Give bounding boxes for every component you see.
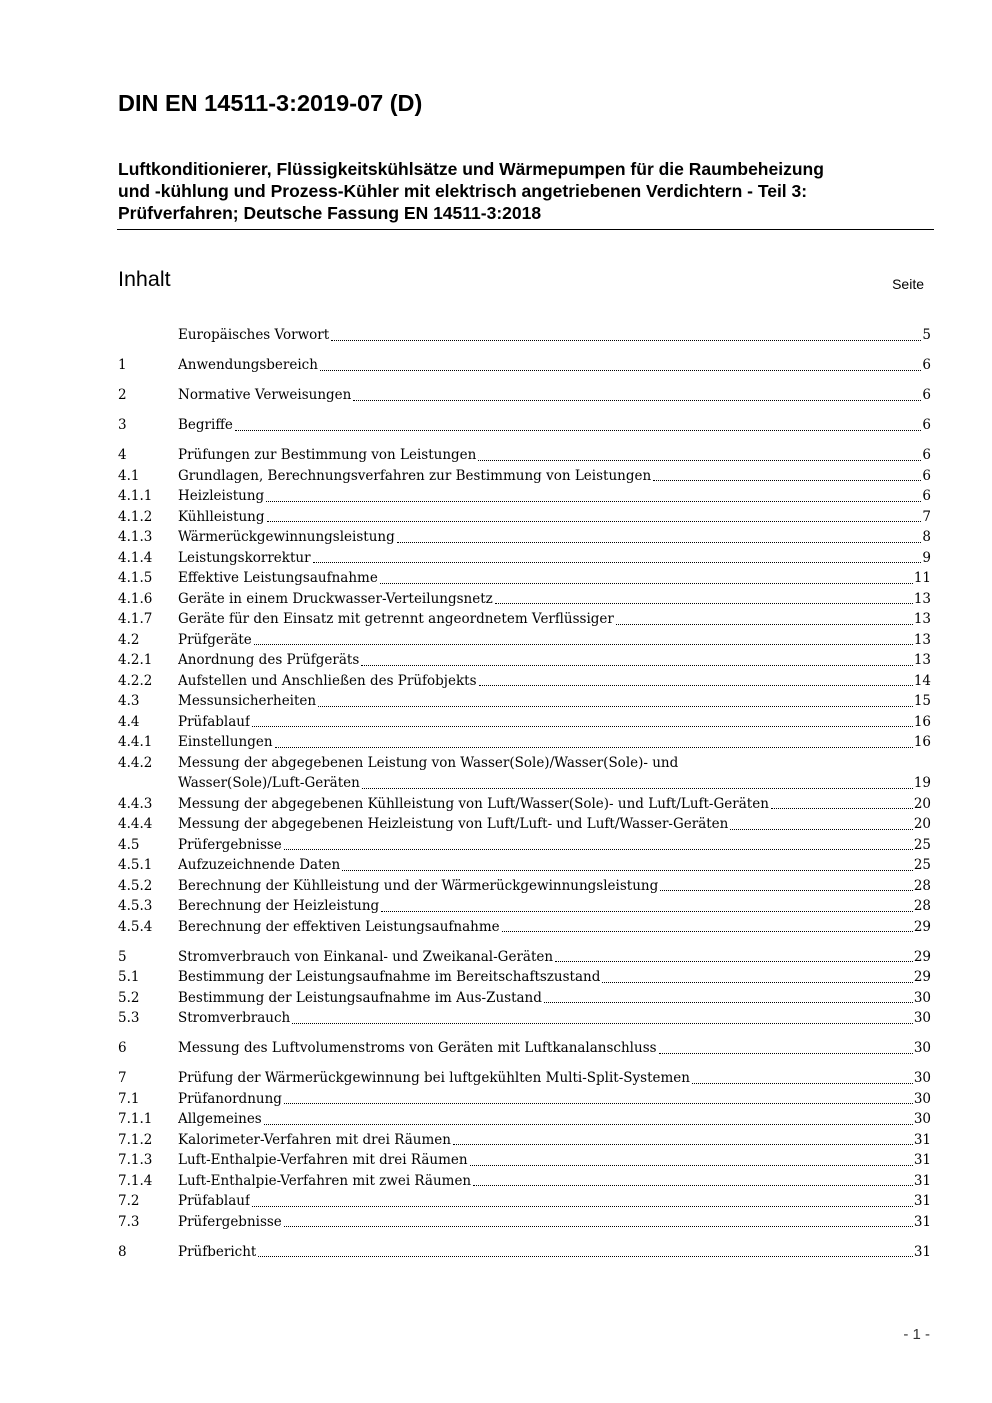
toc-dot-leader: [479, 685, 913, 686]
toc-entry-number: 7.1.2: [118, 1131, 153, 1148]
toc-entry-page: 28: [913, 898, 931, 914]
toc-entry[interactable]: [118, 325, 931, 346]
toc-dot-leader: [453, 1144, 913, 1145]
toc-entry-number: 4.1: [118, 467, 140, 484]
toc-entry-title: Einstellungen: [178, 734, 273, 750]
toc-entry[interactable]: [118, 917, 931, 938]
toc-entry[interactable]: [118, 691, 931, 712]
toc-entry-title: Messung des Luftvolumenstroms von Geräten mit Luftkanalanschluss: [178, 1040, 657, 1056]
toc-entry-page: 6: [922, 387, 931, 403]
toc-entry-title: Effektive Leistungsaufnahme: [178, 570, 378, 586]
toc-entry-page: 30: [913, 989, 931, 1006]
toc-entry-title: Prüfanordnung: [178, 1090, 282, 1107]
toc-dot-leader: [473, 1185, 913, 1186]
toc-entry[interactable]: [118, 876, 931, 897]
toc-entry-number: 7.1: [118, 1090, 140, 1107]
toc-entry-title: Heizleistung: [178, 488, 265, 504]
toc-entry[interactable]: [118, 1130, 931, 1151]
toc-heading: Inhalt: [118, 267, 171, 291]
toc-dot-leader: [331, 340, 921, 341]
toc-entry-page: 19: [913, 775, 931, 791]
toc-entry-title: Allgemeines: [178, 1111, 262, 1127]
toc-entry-title: Stromverbrauch von Einkanal- und Zweikanal-Geräten: [178, 948, 554, 965]
toc-entry-title: Prüfung der Wärmerückgewinnung bei luftgekühlten Multi-Split-Systemen: [178, 1070, 690, 1086]
toc-dot-leader: [502, 931, 913, 932]
toc-entry-title: Leistungskorrektur: [178, 549, 311, 566]
toc-entry-page: 31: [913, 1172, 931, 1189]
toc-dot-leader: [771, 808, 913, 809]
toc-dot-leader: [616, 624, 913, 625]
toc-entry-title: Messung der abgegebenen Kühlleistung von Luft/Wasser(Sole)- und Luft/Luft-Geräten: [178, 795, 769, 812]
toc-entry-number: 3: [118, 417, 127, 433]
title-divider: [117, 229, 934, 230]
toc-entry[interactable]: [118, 589, 931, 610]
toc-entry-page: 31: [913, 1152, 931, 1168]
toc-dot-leader: [266, 501, 921, 502]
toc-entry[interactable]: [118, 947, 931, 968]
toc-entry-number: 7.1.4: [118, 1172, 153, 1189]
toc-entry-number: 4.4.4: [118, 816, 153, 832]
toc-entry-number: 4.4.2: [118, 754, 153, 771]
toc-entry-page: 31: [913, 1193, 931, 1209]
toc-dot-leader: [342, 870, 913, 871]
toc-entry-page: 6: [922, 488, 931, 504]
toc-entry-title: Berechnung der Heizleistung: [178, 898, 380, 914]
toc-entry-page: 15: [913, 693, 931, 709]
toc-entry[interactable]: [118, 466, 931, 487]
toc-entry[interactable]: [118, 1008, 931, 1029]
toc-dot-leader: [320, 370, 921, 371]
toc-entry-number: 4.1.5: [118, 570, 153, 586]
toc-dot-leader: [284, 1103, 913, 1104]
toc-entry-title: Aufzuzeichnende Daten: [178, 857, 341, 873]
toc-entry-title: Luft-Enthalpie-Verfahren mit drei Räumen: [178, 1152, 468, 1168]
toc-entry-page: 6: [922, 467, 931, 484]
toc-entry[interactable]: [118, 1242, 931, 1263]
toc-entry-number: 4.2.1: [118, 652, 153, 668]
toc-entry-number: 4.2: [118, 631, 140, 648]
toc-entry[interactable]: [118, 1212, 931, 1233]
toc-entry-title: Aufstellen und Anschließen des Prüfobjekts: [178, 672, 477, 689]
toc-dot-leader: [602, 982, 912, 983]
toc-entry-page: 28: [913, 877, 931, 894]
toc-dot-leader: [313, 562, 922, 563]
toc-entry-page: 16: [913, 713, 931, 730]
toc-entry-page: 9: [922, 549, 931, 566]
toc-entry-number: 4.5: [118, 836, 140, 853]
toc-entry[interactable]: [118, 794, 931, 815]
toc-entry-page: 29: [913, 918, 931, 935]
toc-entry-page: 31: [913, 1243, 931, 1260]
toc-entry[interactable]: [118, 609, 931, 630]
toc-entry-number: 5: [118, 948, 127, 965]
document-title: DIN EN 14511-3:2019-07 (D): [118, 90, 423, 116]
toc-entry-page: 20: [913, 816, 931, 832]
document-subtitle: Luftkonditionierer, Flüssigkeitskühlsätze und Wärmepumpen für die Raumbeheizung und -kühlung und Prozess-Kühler mit elektrisch angetriebenen Verdichtern - Teil 3: Prüfverfahren; Deutsche Fassung EN 14511-3:2018: [118, 159, 824, 223]
toc-entry-title: Messung der abgegebenen Heizleistung von Luft/Luft- und Luft/Wasser-Geräten: [178, 816, 729, 832]
toc-entry-title: Grundlagen, Berechnungsverfahren zur Bestimmung von Leistungen: [178, 467, 652, 484]
toc-entry-number: 4.1.4: [118, 549, 153, 566]
toc-entry-page: 25: [913, 857, 931, 873]
toc-dot-leader: [380, 583, 913, 584]
toc-dot-leader: [478, 460, 921, 461]
toc-entry-title: Begriffe: [178, 417, 233, 433]
toc-entry[interactable]: [118, 1038, 931, 1059]
toc-entry[interactable]: [118, 967, 931, 988]
toc-entry-title: Geräte für den Einsatz mit getrennt angeordnetem Verflüssiger: [178, 611, 614, 627]
toc-entry[interactable]: [118, 814, 931, 835]
toc-entry-page: 11: [913, 570, 931, 586]
toc-entry-page: 29: [913, 969, 931, 985]
toc-dot-leader: [470, 1165, 913, 1166]
toc-dot-leader: [284, 849, 913, 850]
toc-entry[interactable]: [118, 445, 931, 466]
toc-entry[interactable]: [118, 1109, 931, 1130]
toc-entry-title: Kühlleistung: [178, 508, 265, 525]
toc-entry-page: 13: [913, 652, 931, 668]
toc-entry-page: 7: [922, 508, 931, 525]
toc-entry-page: 13: [913, 590, 931, 607]
toc-entry-page: 5: [922, 327, 931, 343]
page-number: - 1 -: [903, 1326, 930, 1343]
toc-entry[interactable]: [118, 896, 931, 917]
toc-dot-leader: [353, 400, 921, 401]
toc-entry-title: Prüfablauf: [178, 713, 250, 730]
toc-dot-leader: [267, 521, 922, 522]
toc-entry[interactable]: [118, 355, 931, 376]
toc-entry-number: 5.3: [118, 1010, 140, 1026]
toc-dot-leader: [660, 890, 913, 891]
toc-entry-title: Prüfablauf: [178, 1193, 250, 1209]
toc-entry[interactable]: [118, 712, 931, 733]
toc-entry-number: 7: [118, 1070, 127, 1086]
toc-dot-leader: [292, 1023, 913, 1024]
toc-entry-number: 4.1.2: [118, 508, 153, 525]
toc-entry-page: 30: [913, 1090, 931, 1107]
toc-entry-title: Kalorimeter-Verfahren mit drei Räumen: [178, 1131, 451, 1148]
toc-entry-page: 16: [913, 734, 931, 750]
toc-entry-number: 4.3: [118, 693, 140, 709]
toc-entry-number: 4.4: [118, 713, 140, 730]
toc-entry[interactable]: [118, 732, 931, 753]
toc-entry-page: 30: [913, 1070, 931, 1086]
toc-entry[interactable]: [118, 988, 931, 1009]
toc-entry-page: 25: [913, 836, 931, 853]
toc-entry[interactable]: [118, 1089, 931, 1110]
toc-entry-page: 20: [913, 795, 931, 812]
toc-entry[interactable]: [118, 568, 931, 589]
toc-entry-title: Stromverbrauch: [178, 1010, 291, 1026]
toc-entry-page: 6: [922, 417, 931, 433]
toc-dot-leader: [362, 788, 913, 789]
toc-dot-leader: [275, 747, 913, 748]
toc-entry[interactable]: [118, 753, 931, 794]
toc-dot-leader: [381, 911, 913, 912]
toc-entry-title: Europäisches Vorwort: [178, 327, 330, 343]
toc-page-column-label: Seite: [892, 276, 924, 292]
toc-entry-title: Wärmerückgewinnungsleistung: [178, 529, 395, 545]
toc-dot-leader: [397, 542, 922, 543]
toc-entry-number: 6: [118, 1040, 127, 1056]
toc-entry-page: 13: [913, 611, 931, 627]
toc-entry-page: 30: [913, 1010, 931, 1026]
toc-entry-title: Berechnung der Kühlleistung und der Wärmerückgewinnungsleistung: [178, 877, 659, 894]
toc-entry-number: 4.5.4: [118, 918, 153, 935]
toc-entry-number: 4.1.7: [118, 611, 153, 627]
toc-dot-leader: [653, 480, 921, 481]
toc-entry-title: Prüfgeräte: [178, 631, 252, 648]
table-of-contents: [118, 325, 931, 1262]
toc-entry-page: 6: [922, 357, 931, 373]
toc-entry-number: 4.4.1: [118, 734, 153, 750]
toc-entry[interactable]: [118, 835, 931, 856]
toc-entry-number: 4.5.1: [118, 857, 153, 873]
toc-entry-number: 4.5.3: [118, 898, 153, 914]
toc-dot-leader: [730, 829, 912, 830]
toc-dot-leader: [235, 430, 922, 431]
toc-dot-leader: [258, 1256, 913, 1257]
toc-entry-title: Messunsicherheiten: [178, 693, 317, 709]
toc-entry-title: Anwendungsbereich: [178, 357, 318, 373]
toc-entry-title-continued: Wasser(Sole)/Luft-Geräten: [178, 775, 360, 791]
toc-entry-title: Prüfungen zur Bestimmung von Leistungen: [178, 447, 477, 463]
toc-entry-number: 5.2: [118, 989, 140, 1006]
toc-entry-page: 31: [913, 1213, 931, 1230]
toc-entry-number: 4.2.2: [118, 672, 153, 689]
toc-entry-title: Messung der abgegebenen Leistung von Wasser(Sole)/Wasser(Sole)- und: [178, 754, 679, 771]
toc-dot-leader: [264, 1124, 913, 1125]
toc-entry-page: 29: [913, 948, 931, 965]
toc-entry-page: 31: [913, 1131, 931, 1148]
toc-entry-page: 14: [913, 672, 931, 689]
toc-entry-number: 7.1.1: [118, 1111, 153, 1127]
toc-dot-leader: [361, 665, 913, 666]
toc-entry-number: 7.2: [118, 1193, 140, 1209]
toc-entry-number: 4.5.2: [118, 877, 153, 894]
toc-entry-number: 4: [118, 447, 127, 463]
toc-entry-title: Bestimmung der Leistungsaufnahme im Aus-Zustand: [178, 989, 542, 1006]
toc-entry[interactable]: [118, 650, 931, 671]
toc-dot-leader: [318, 706, 913, 707]
toc-entry[interactable]: [118, 507, 931, 528]
toc-entry-title: Prüfergebnisse: [178, 836, 282, 853]
toc-entry-number: 7.3: [118, 1213, 140, 1230]
toc-dot-leader: [252, 726, 913, 727]
toc-dot-leader: [495, 603, 913, 604]
toc-dot-leader: [692, 1083, 913, 1084]
toc-entry-title: Bestimmung der Leistungsaufnahme im Bereitschaftszustand: [178, 969, 601, 985]
toc-entry[interactable]: [118, 1068, 931, 1089]
toc-entry[interactable]: [118, 671, 931, 692]
toc-entry[interactable]: [118, 630, 931, 651]
toc-entry-number: 1: [118, 357, 127, 373]
toc-entry-number: 4.1.3: [118, 529, 153, 545]
toc-entry-title: Prüfergebnisse: [178, 1213, 282, 1230]
toc-entry[interactable]: [118, 1150, 931, 1171]
toc-entry-title: Normative Verweisungen: [178, 387, 352, 403]
toc-entry-title: Berechnung der effektiven Leistungsaufnahme: [178, 918, 500, 935]
toc-dot-leader: [544, 1002, 913, 1003]
toc-entry[interactable]: [118, 1191, 931, 1212]
toc-entry-number: 2: [118, 387, 127, 403]
toc-entry[interactable]: [118, 385, 931, 406]
toc-dot-leader: [659, 1053, 913, 1054]
toc-dot-leader: [254, 644, 913, 645]
toc-entry-number: 4.1.6: [118, 590, 153, 607]
toc-entry-title: Anordnung des Prüfgeräts: [178, 652, 360, 668]
toc-entry[interactable]: [118, 855, 931, 876]
toc-entry-number: 4.1.1: [118, 488, 153, 504]
toc-entry[interactable]: [118, 548, 931, 569]
toc-entry-number: 7.1.3: [118, 1152, 153, 1168]
toc-entry-page: 13: [913, 631, 931, 648]
toc-dot-leader: [284, 1226, 913, 1227]
toc-entry-page: 8: [922, 529, 931, 545]
toc-dot-leader: [555, 961, 913, 962]
toc-entry-number: 4.4.3: [118, 795, 153, 812]
toc-entry[interactable]: [118, 486, 931, 507]
toc-entry-number: 5.1: [118, 969, 140, 985]
toc-entry-number: 8: [118, 1243, 127, 1260]
toc-entry-title: Prüfbericht: [178, 1243, 257, 1260]
toc-dot-leader: [252, 1206, 913, 1207]
toc-entry-page: 30: [913, 1040, 931, 1056]
toc-entry-title: Luft-Enthalpie-Verfahren mit zwei Räumen: [178, 1172, 472, 1189]
toc-entry-title: Geräte in einem Druckwasser-Verteilungsnetz: [178, 590, 493, 607]
toc-entry[interactable]: [118, 415, 931, 436]
toc-entry[interactable]: [118, 527, 931, 548]
toc-entry-page: 6: [922, 447, 931, 463]
toc-entry[interactable]: [118, 1171, 931, 1192]
toc-entry-page: 30: [913, 1111, 931, 1127]
